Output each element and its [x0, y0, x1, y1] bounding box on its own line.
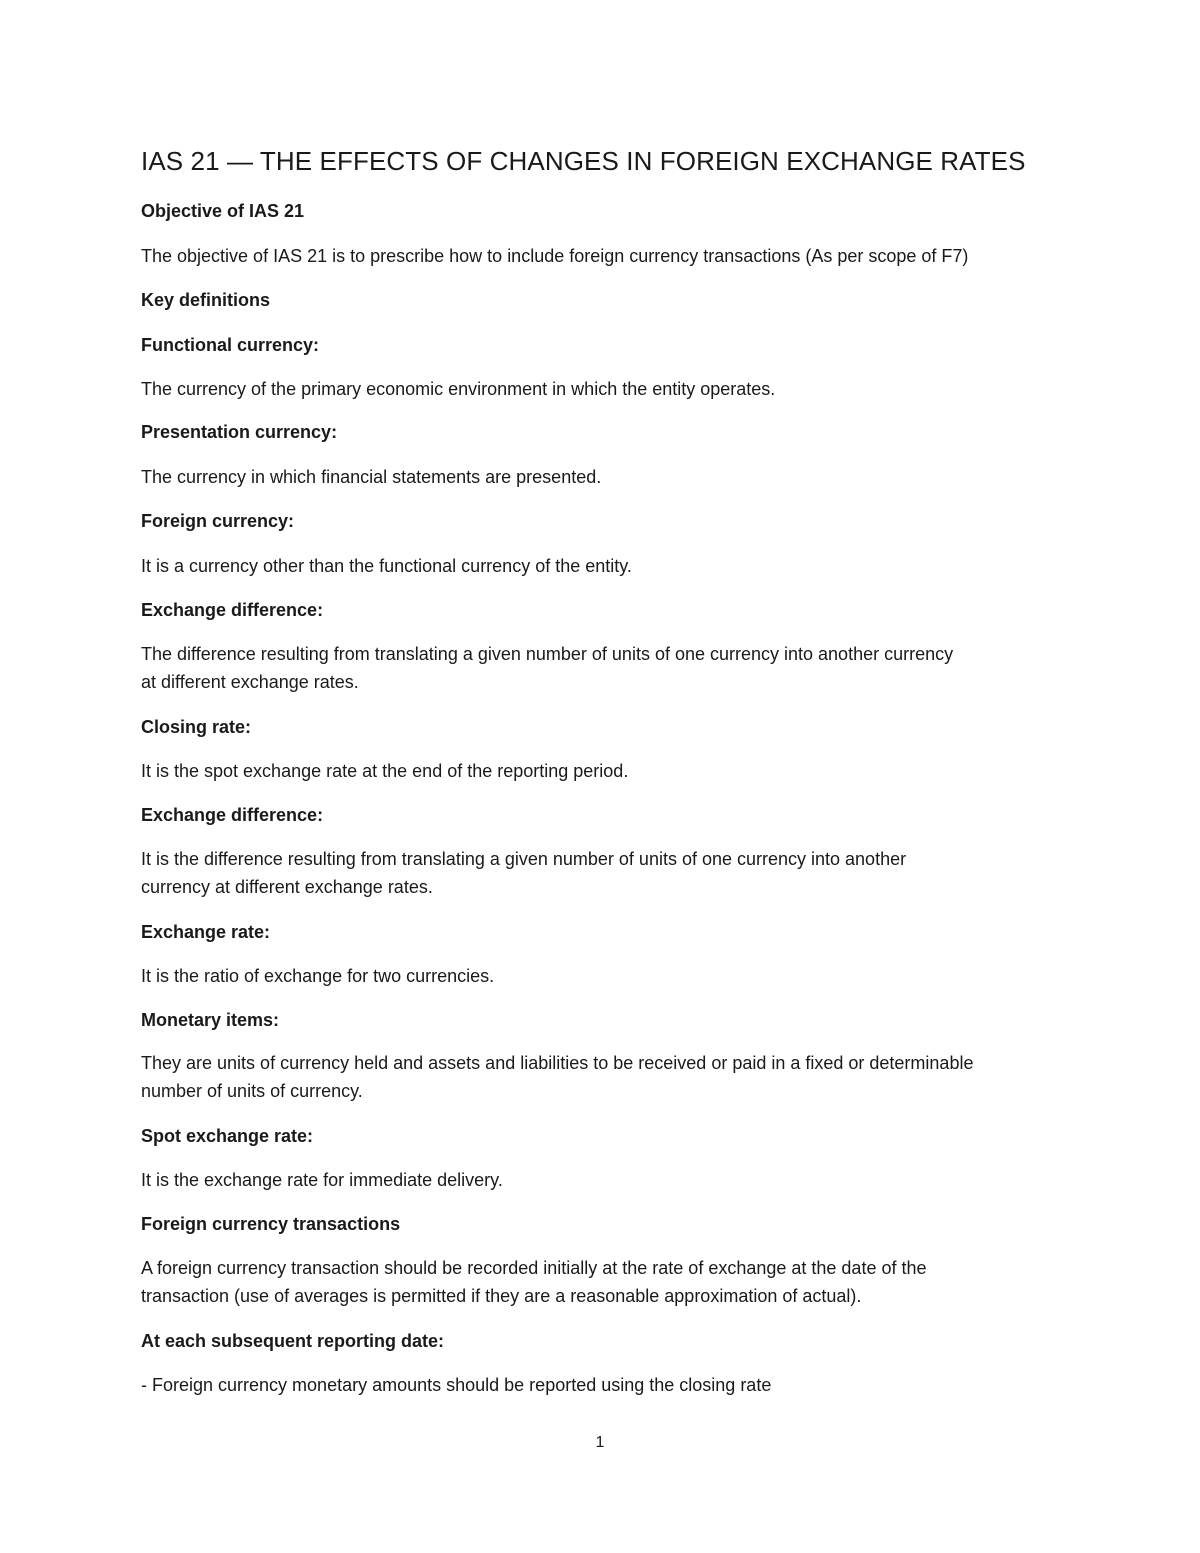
definition-term-closing-rate: Closing rate:: [141, 717, 252, 737]
definition-text-exchange-rate: It is the ratio of exchange for two currencies.: [141, 966, 495, 986]
subsequent-reporting-date-bullet: - Foreign currency monetary amounts should be reported using the closing rate: [141, 1375, 772, 1395]
document-title: IAS 21 — THE EFFECTS OF CHANGES IN FOREIGN EXCHANGE RATES: [141, 146, 1026, 176]
definition-text-exchange-difference-line1: The difference resulting from translating a given number of units of one currency into another currency: [141, 644, 954, 664]
definition-term-exchange-difference-2: Exchange difference:: [141, 805, 324, 825]
definition-term-exchange-rate: Exchange rate:: [141, 922, 271, 942]
definition-text-presentation-currency: The currency in which financial statements are presented.: [141, 467, 602, 487]
definition-term-presentation-currency: Presentation currency:: [141, 422, 338, 442]
definition-text-foreign-currency: It is a currency other than the functional currency of the entity.: [141, 556, 632, 576]
definition-text-exchange-difference-2-line2: currency at different exchange rates.: [141, 877, 433, 897]
definition-term-spot-exchange-rate: Spot exchange rate:: [141, 1126, 314, 1146]
definition-text-monetary-items-line2: number of units of currency.: [141, 1081, 363, 1101]
section-heading-key-definitions: Key definitions: [141, 290, 271, 310]
definition-text-functional-currency: The currency of the primary economic environment in which the entity operates.: [141, 379, 776, 399]
section-heading-foreign-currency-transactions: Foreign currency transactions: [141, 1214, 401, 1234]
foreign-currency-transactions-text-line1: A foreign currency transaction should be recorded initially at the rate of exchange at the date of the: [141, 1258, 927, 1278]
definition-term-foreign-currency: Foreign currency:: [141, 511, 295, 531]
definition-text-exchange-difference-2-line1: It is the difference resulting from translating a given number of units of one currency into another: [141, 849, 907, 869]
definition-term-exchange-difference: Exchange difference:: [141, 600, 324, 620]
definition-term-functional-currency: Functional currency:: [141, 335, 320, 355]
foreign-currency-transactions-text-line2: transaction (use of averages is permitted if they are a reasonable approximation of actual).: [141, 1286, 862, 1306]
section-heading-subsequent-reporting-date: At each subsequent reporting date:: [141, 1331, 445, 1351]
definition-text-monetary-items-line1: They are units of currency held and assets and liabilities to be received or paid in a fixed or determinable: [141, 1053, 974, 1073]
definition-text-closing-rate: It is the spot exchange rate at the end of the reporting period.: [141, 761, 629, 781]
definition-text-exchange-difference-line2: at different exchange rates.: [141, 672, 359, 692]
definition-term-monetary-items: Monetary items:: [141, 1010, 280, 1030]
section-heading-objective: Objective of IAS 21: [141, 201, 305, 221]
page-number: 1: [595, 1434, 605, 1451]
objective-text: The objective of IAS 21 is to prescribe how to include foreign currency transactions (As per scope of F7): [141, 246, 969, 266]
definition-text-spot-exchange-rate: It is the exchange rate for immediate delivery.: [141, 1170, 503, 1190]
